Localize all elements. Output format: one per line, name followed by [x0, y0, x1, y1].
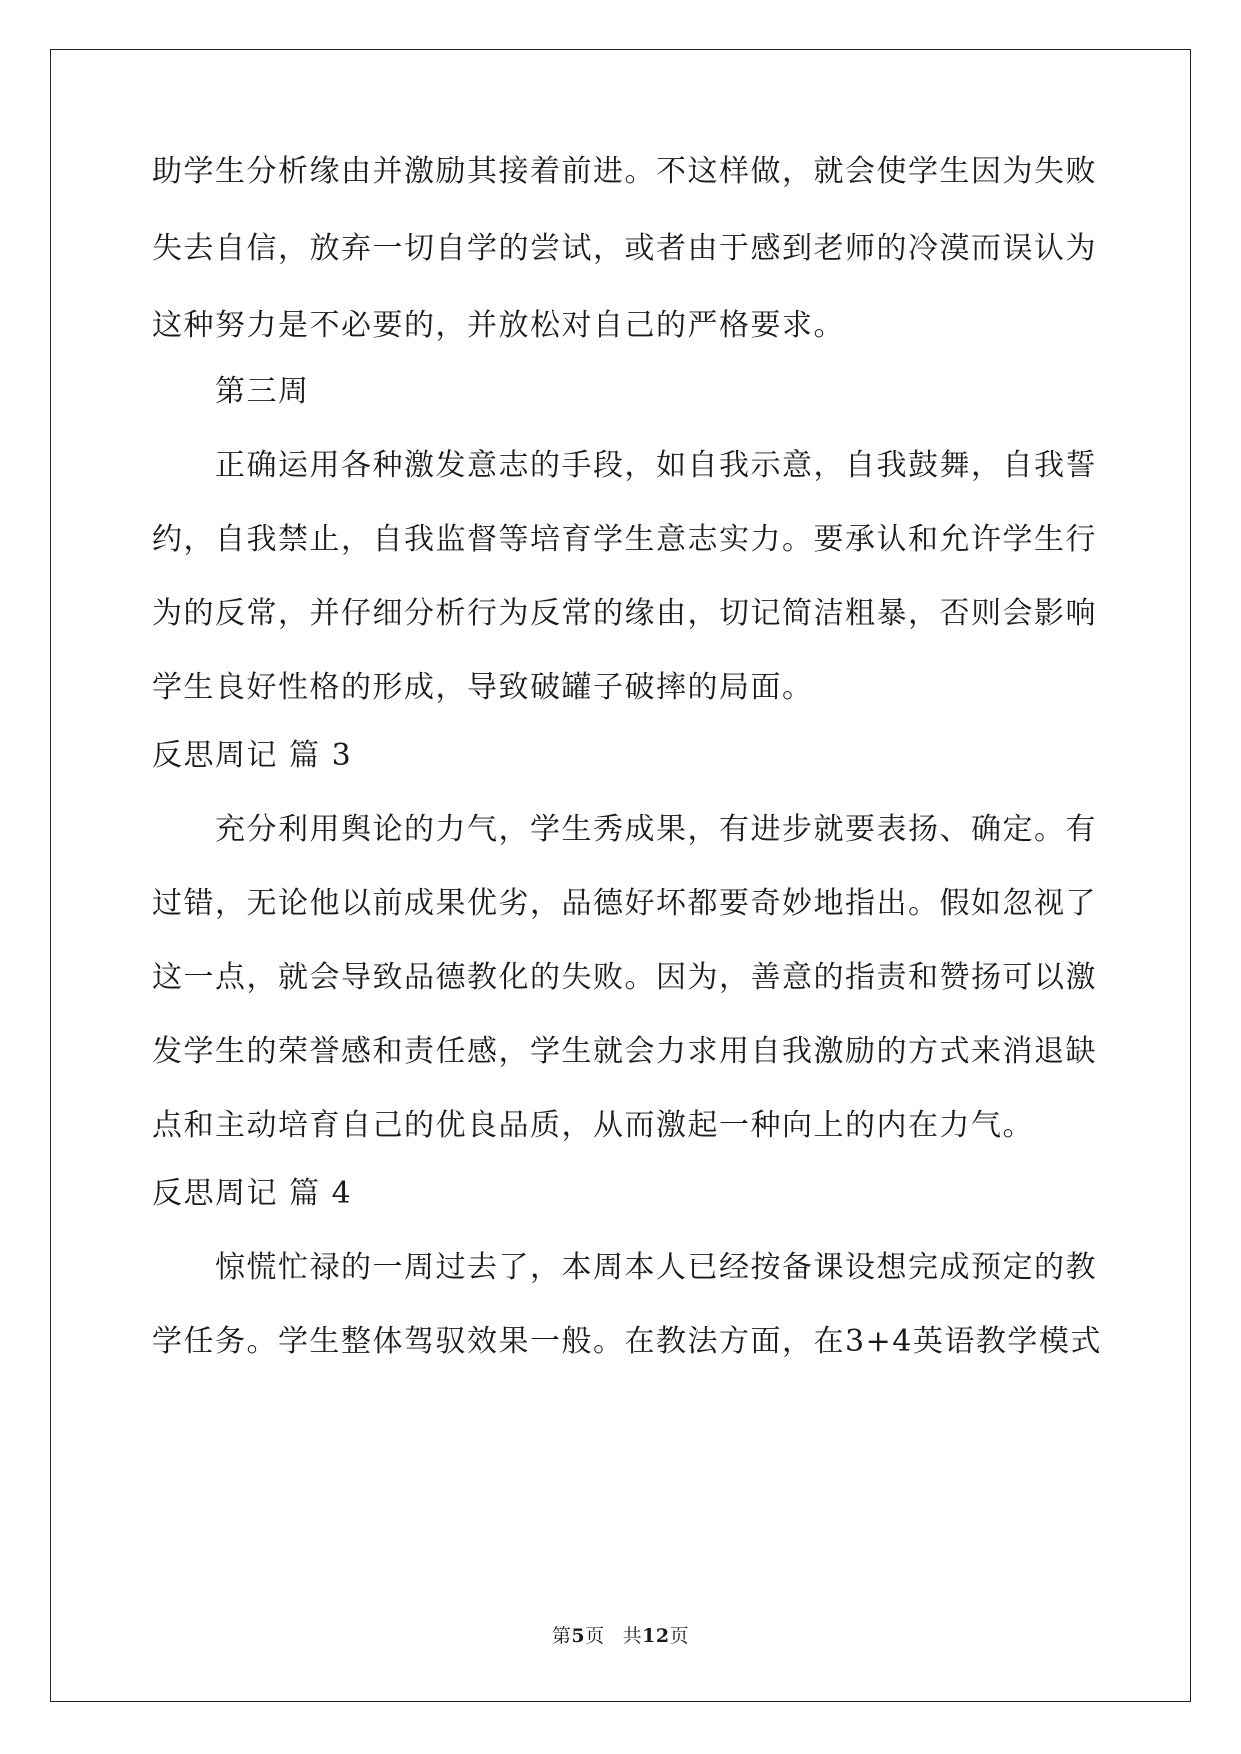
paragraph-line: 为 的 反 常 ， 并 仔 细 分 析 行 为 反 常 的 缘 由 ， 切 记 简 洁 粗 暴 ， 否 则 会 影 响	[152, 596, 1097, 631]
paragraph-line: 充 分 利 用 舆 论 的 力 气 ， 学 生 秀 成 果 ， 有 进 步 就 要 表 扬 、 确 定 。 有	[215, 812, 1097, 847]
footer-page-prefix: 第	[551, 1625, 572, 1647]
paragraph-line: 这 一 点 ， 就 会 导 致 品 德 教 化 的 失 败 。 因 为 ， 善 意 的 指 责 和 赞 扬 可 以 激	[152, 960, 1097, 995]
section-title-part-3: 反思周记 篇 3	[152, 738, 353, 773]
paragraph-line: 点和主动培育自己的优良品质，从而激起一种向上的内在力气。	[152, 1108, 1034, 1143]
footer-total-unit: 页	[669, 1625, 690, 1647]
paragraph-line: 学 任 务 。 学 生 整 体 驾 驭 效 果 一 般 。 在 教 法 方 面 ， 在 3+4 英 语 教 学 模 式	[152, 1324, 1102, 1359]
paragraph-line: 发 学 生 的 荣 誉 感 和 责 任 感 ， 学 生 就 会 力 求 用 自 我 激 励 的 方 式 来 消 退 缺	[152, 1034, 1097, 1069]
footer-page-unit: 页	[585, 1625, 605, 1647]
section-title-part-4: 反思周记 篇 4	[152, 1176, 353, 1211]
paragraph-line: 失 去 自 信 ， 放 弃 一 切 自 学 的 尝 试 ， 或 者 由 于 感 到 老 师 的 冷 漠 而 误 认 为	[152, 231, 1097, 266]
paragraph-line: 过 错 ， 无 论 他 以 前 成 果 优 劣 ， 品 德 好 坏 都 要 奇 妙 地 指 出 。 假 如 忽 视 了	[152, 886, 1097, 921]
paragraph-line: 学生良好性格的形成，导致破罐子破摔的局面。	[152, 670, 814, 705]
paragraph-line: 正 确 运 用 各 种 激 发 意 志 的 手 段 ， 如 自 我 示 意 ， 自 我 鼓 舞 ， 自 我 誓	[215, 448, 1097, 483]
paragraph-line: 约 ， 自 我 禁 止 ， 自 我 监 督 等 培 育 学 生 意 志 实 力 。 要 承 认 和 允 许 学 生 行	[152, 522, 1097, 557]
paragraph-line: 助 学 生 分 析 缘 由 并 激 励 其 接 着 前 进 。 不 这 样 做 ， 就 会 使 学 生 因 为 失 败	[152, 154, 1097, 189]
paragraph-line: 这种努力是不必要的，并放松对自己的严格要求。	[152, 308, 845, 343]
page-border	[50, 49, 1191, 1702]
section-heading-week-three: 第三周	[215, 374, 310, 409]
footer-total-pages: 12	[642, 1625, 670, 1647]
footer-current-page: 5	[571, 1625, 586, 1647]
page-footer	[0, 1624, 1241, 1648]
footer-total-prefix: 共	[622, 1625, 643, 1647]
paragraph-line: 惊 慌 忙 禄 的 一 周 过 去 了 ， 本 周 本 人 已 经 按 备 课 设 想 完 成 预 定 的 教	[215, 1250, 1097, 1285]
